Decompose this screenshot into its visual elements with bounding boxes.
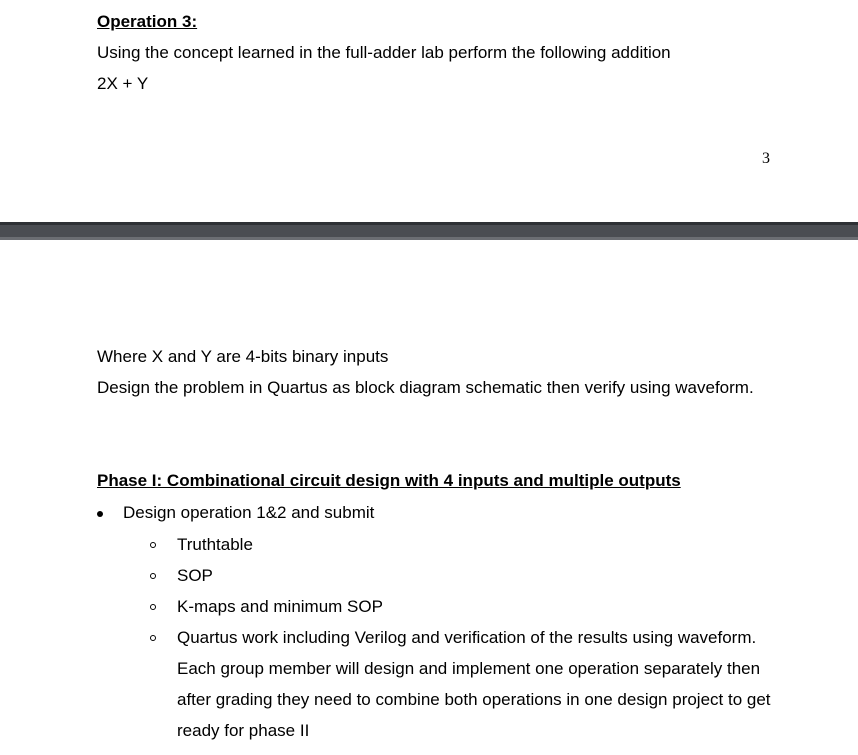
bullet-text: Design operation 1&2 and submit — [123, 503, 375, 522]
document-page-top — [0, 0, 858, 222]
hollow-circle-icon — [150, 542, 156, 548]
hollow-circle-icon — [150, 604, 156, 610]
continuation-line: ready for phase II — [177, 721, 310, 740]
expression-text: 2X + Y — [97, 74, 149, 93]
bullet-dot-icon — [97, 511, 103, 517]
operation-3-heading: Operation 3: — [97, 12, 198, 31]
continuation-line: Each group member will design and implement one operation separately then — [177, 659, 761, 678]
design-instruction: Design the problem in Quartus as block diagram schematic then verify using waveform. — [97, 378, 754, 397]
page-number: 3 — [762, 150, 770, 167]
sub-item-text: Quartus work including Verilog and verification of the results using waveform. — [177, 628, 757, 647]
sub-item-text: K-maps and minimum SOP — [177, 597, 383, 616]
sub-item-text: SOP — [177, 566, 213, 585]
document-page-bottom — [0, 240, 858, 755]
page-separator — [0, 222, 858, 240]
hollow-circle-icon — [150, 635, 156, 641]
continuation-line: after grading they need to combine both operations in one design project to get — [177, 690, 771, 709]
sub-item-text: Truthtable — [177, 535, 253, 554]
hollow-circle-icon — [150, 573, 156, 579]
intro-line: Using the concept learned in the full-adder lab perform the following addition — [97, 43, 671, 62]
inputs-description: Where X and Y are 4-bits binary inputs — [97, 347, 389, 366]
phase-1-heading: Phase I: Combinational circuit design with 4 inputs and multiple outputs — [97, 471, 681, 490]
